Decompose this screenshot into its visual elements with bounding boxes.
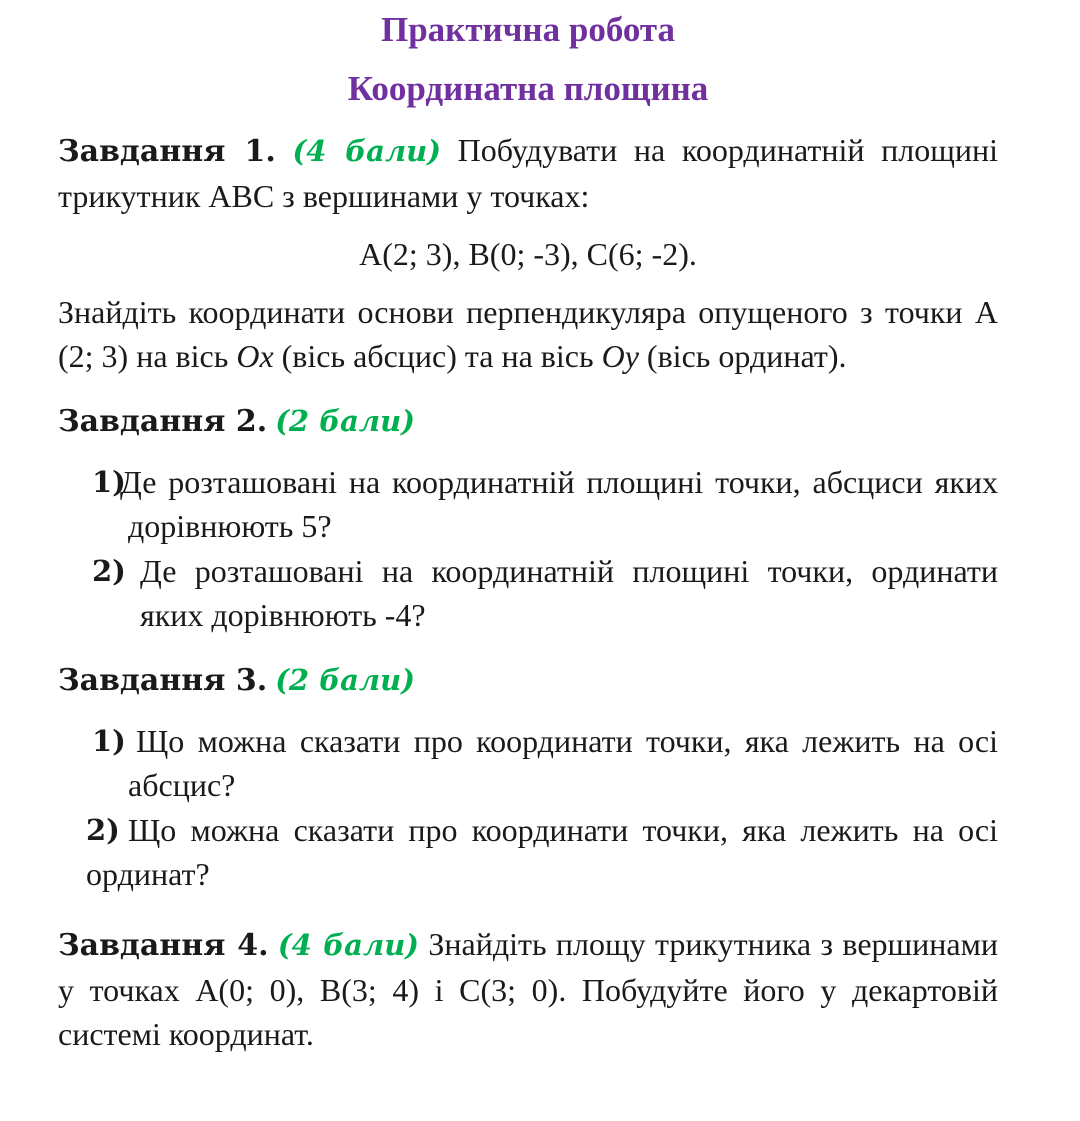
task-2-item-2-text: Де розташовані на координатній площині точки, ординати яких дорівнюють -4? [140,553,998,633]
task-3-heading [58,657,998,703]
task-3 [58,657,998,896]
task-2-item-1-num: 1) [92,465,126,499]
task-1 [58,128,998,378]
task-2-item-2-num: 2) [92,554,126,588]
task-4-text: Знайдіть площу трикутника з вершинами у точках A(0; 0), B(3; 4) і C(3; 0). Побудуйте його у декартовій системі координат. [58,926,999,1052]
task-2-item-2 [58,549,998,637]
task-1-text: Побудувати на координатній площині трикутник ABC з вершинами у точках: [58,132,999,214]
axis-oy: Oy [601,338,639,374]
task-1-question-part2: (вісь абсцис) та на вісь [281,338,594,374]
task-3-item-1-num: 1) [92,724,126,758]
task-4 [58,922,998,1056]
task-3-item-2-num: 2) [86,813,120,847]
task-2-points: (2 бали) [275,404,415,438]
worksheet [58,0,998,1056]
task-2 [58,398,998,637]
task-1-question-part1: Знайдіть координати основи перпендикуляра опущеного з точки A (2; 3) на вісь [58,294,998,374]
axis-ox: Ox [236,338,274,374]
task-1-statement [58,128,998,218]
task-2-item-1 [58,460,998,548]
task-3-item-1 [58,719,998,807]
page-subtitle: Координатна площина [347,69,709,108]
task-1-question [58,290,998,378]
task-2-label: Завдання 2. [58,404,268,439]
task-2-heading [58,398,998,444]
task-3-item-2-text: Що можна сказати про координати точки, яка лежить на осі ординат? [86,812,998,892]
task-1-question-part3: (вісь ординат). [646,338,847,374]
task-3-points: (2 бали) [275,663,415,697]
task-1-vertices: A(2; 3), B(0; -3), C(6; -2). [359,236,697,272]
task-1-label: Завдання 1. [58,134,276,169]
task-3-label: Завдання 3. [58,663,268,698]
task-3-item-1-text: Що можна сказати про координати точки, яка лежить на осі абсцис? [128,723,998,803]
task-4-statement [58,922,998,1056]
page-title: Практична робота [380,10,676,49]
task-1-points: (4 бали) [292,134,441,168]
task-2-item-1-text: Де розташовані на координатній площині точки, абсциси яких дорівнюють 5? [120,464,998,544]
task-3-item-2 [58,808,998,896]
task-4-label: Завдання 4. [58,928,269,963]
task-4-points: (4 бали) [277,928,419,962]
